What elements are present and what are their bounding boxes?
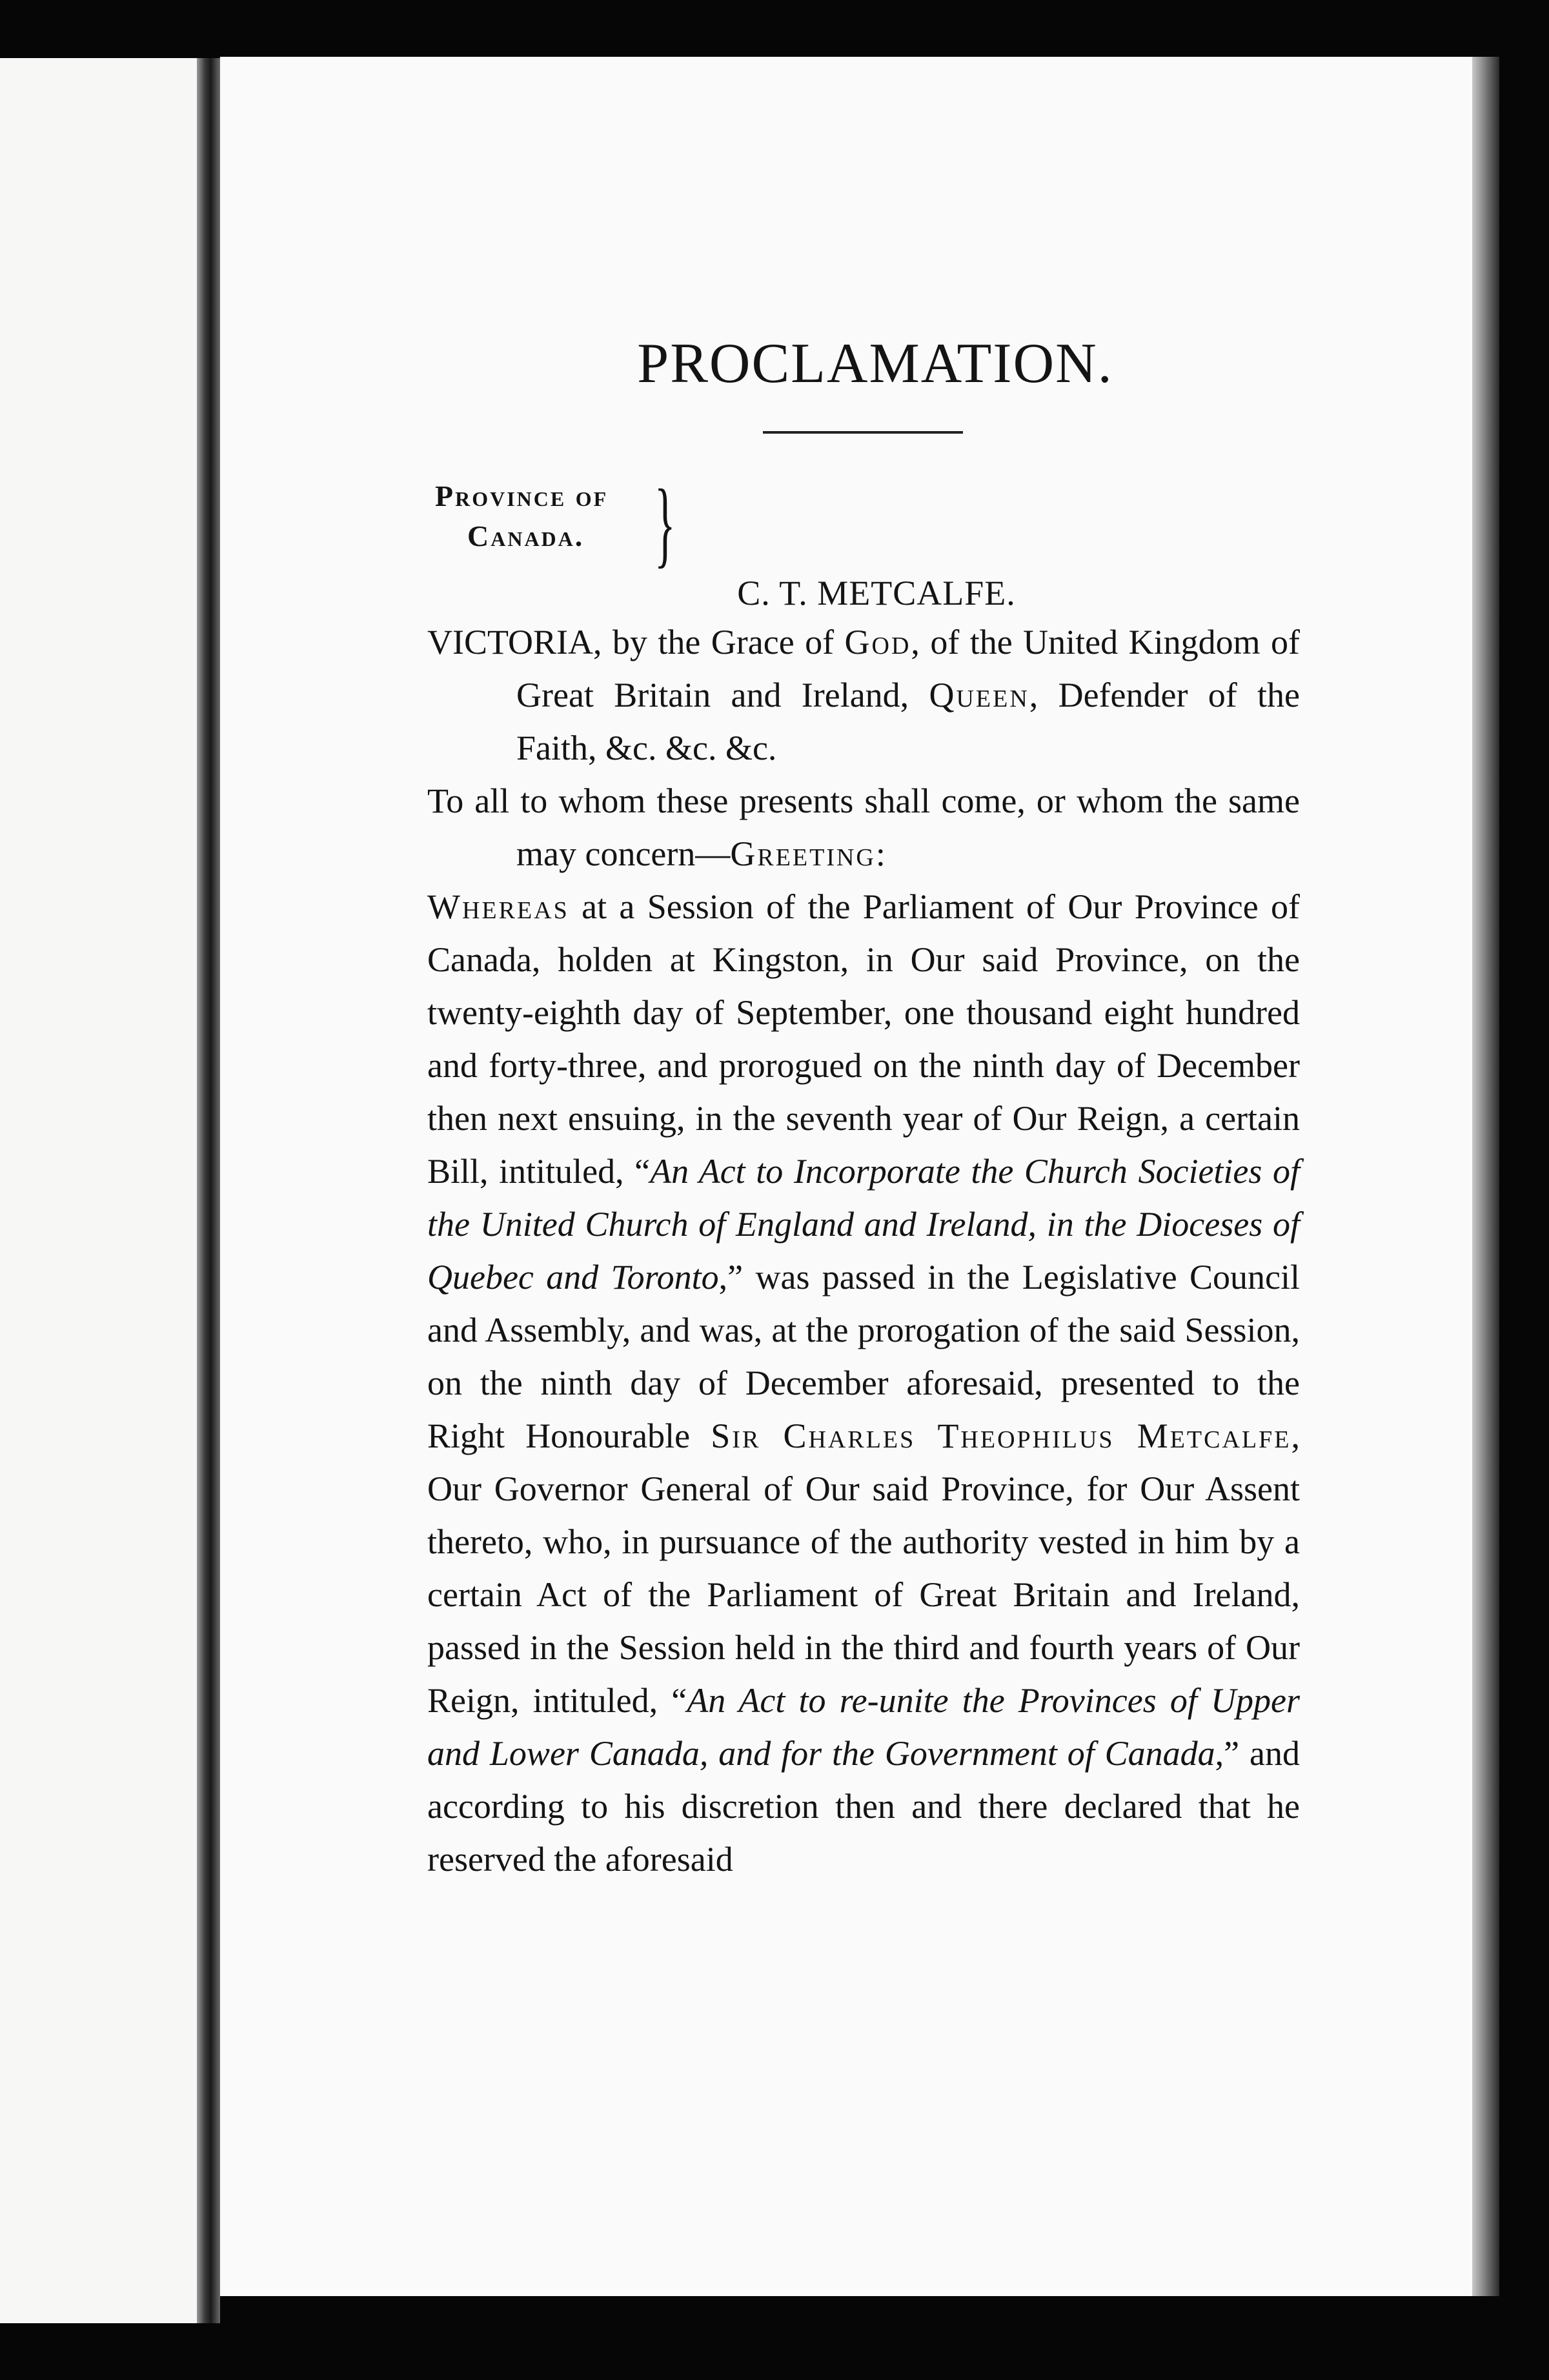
proclamation-content [427, 332, 1300, 1886]
title-rule [763, 431, 963, 434]
brace-mark: } [654, 470, 676, 577]
province-line-2: Canada. [467, 519, 585, 552]
act-title-1: An Act to Incorporate the Church Societies of the United Church of England and Ireland, in the Dioceses of Quebec and Toronto [427, 1152, 1300, 1297]
act-title-2: An Act to re-unite the Provinces of Upper and Lower Canada, and for the Government of Canada [427, 1681, 1300, 1773]
province-heading [427, 470, 1300, 577]
page-edge [1472, 57, 1499, 2296]
governor-name: Sir Charles Theophilus Metcalfe [711, 1417, 1291, 1456]
book-gutter [197, 58, 220, 2323]
queen-word: Queen [929, 676, 1029, 715]
signer-name: C. T. METCALFE. [737, 574, 1016, 612]
god-word: God [844, 623, 911, 662]
province-line-1: Province of [435, 479, 609, 512]
greeting-word: Greeting [730, 834, 876, 874]
facing-page-blank [0, 58, 197, 2323]
whereas-word: Whereas [427, 887, 569, 927]
victoria-paragraph: VICTORIA, by the Grace of God, of the United Kingdom of Great Britain and Ireland, Queen, Defender of the Faith, &c. &c. &c. [427, 623, 1300, 768]
greeting-paragraph: To all to whom these presents shall come, or whom the same may concern—Greeting: [427, 782, 1300, 874]
whereas-paragraph: Whereas at a Session of the Parliament of Our Province of Canada, holden at Kingston, in Our said Province, on the twenty-eighth day of September, one thousand eight hundred and forty-three, and prorogued on the ninth day of December then next ensuing, in the seventh year of Our Reign, a certain Bill, intituled, “An Act to Incorporate the Church Societies of the United Church of England and Ireland, in the Dioceses of Quebec and Toronto,” was passed in the Legislative Council and Assembly, and was, at the prorogation of the said Session, on the ninth day of December aforesaid, presented to the Right Honourable Sir Charles Theophilus Metcalfe, Our Governor General of Our said Province, for Our Assent thereto, who, in pursuance of the authority vested in him by a certain Act of the Parliament of Great Britain and Ireland, passed in the Session held in the third and fourth years of Our Reign, intituled, “An Act to re-unite the Provinces of Upper and Lower Canada, and for the Government of Canada,” and according to his discretion then and there declared that he reserved the aforesaid [427, 887, 1300, 1879]
page-title: PROCLAMATION. [637, 332, 1113, 395]
